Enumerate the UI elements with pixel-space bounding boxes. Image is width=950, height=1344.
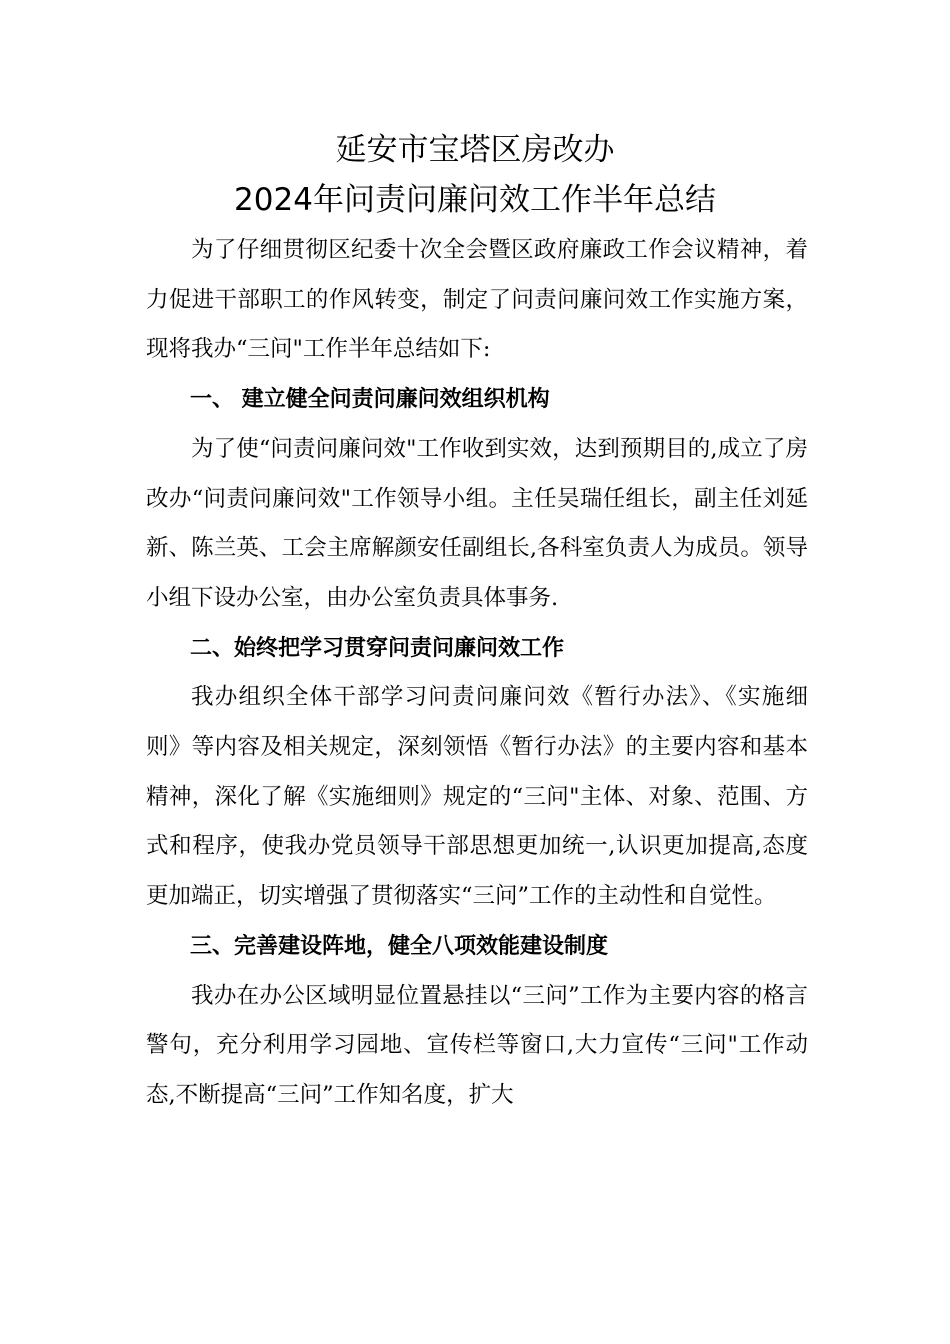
section1-heading: 一、 建立健全问责问廉问效组织机构 — [190, 387, 550, 413]
section2-heading: 二、始终把学习贯穿问责问廉问效工作 — [190, 635, 565, 661]
section3-heading: 三、完善建设阵地，健全八项效能建设制度 — [190, 933, 609, 959]
document-title-line2: 2024年问责问廉问效工作半年总结 — [234, 182, 716, 218]
document-title-line1: 延安市宝塔区房改办 — [335, 132, 615, 168]
section3-paragraph: 我办在办公区域明显位置悬挂以“三问”工作为主要内容的格言警句，充分利用学习园地、宣传栏等窗口,大力宣传“三问"工作动态,不断提高“三问”工作知名度，扩大 — [146, 982, 808, 1108]
document-body — [146, 226, 808, 1121]
intro-paragraph: 为了仔细贯彻区纪委十次全会暨区政府廉政工作会议精神，着力促进干部职工的作风转变，制定了问责问廉问效工作实施方案，现将我办“三问"工作半年总结如下: — [146, 237, 808, 363]
section1-paragraph: 为了使“问责问廉问效"工作收到实效，达到预期目的,成立了房改办“问责问廉问效"工作领导小组。主任吴瑞任组长，副主任刘延新、陈兰英、工会主席解颜安任副组长,各科室负责人为成员。领导小组下设办公室，由办公室负责具体事务. — [146, 435, 808, 611]
section2-paragraph: 我办组织全体干部学习问责问廉问效《暂行办法》、《实施细则》等内容及相关规定，深刻领悟《暂行办法》的主要内容和基本精神，深化了解《实施细则》规定的“三问"主体、对象、范围、方式和程序，使我办党员领导干部思想更加统一,认识更加提高,态度更加端正，切实增强了贯彻落实“三问”工作的主动性和自觉性。 — [146, 684, 808, 910]
